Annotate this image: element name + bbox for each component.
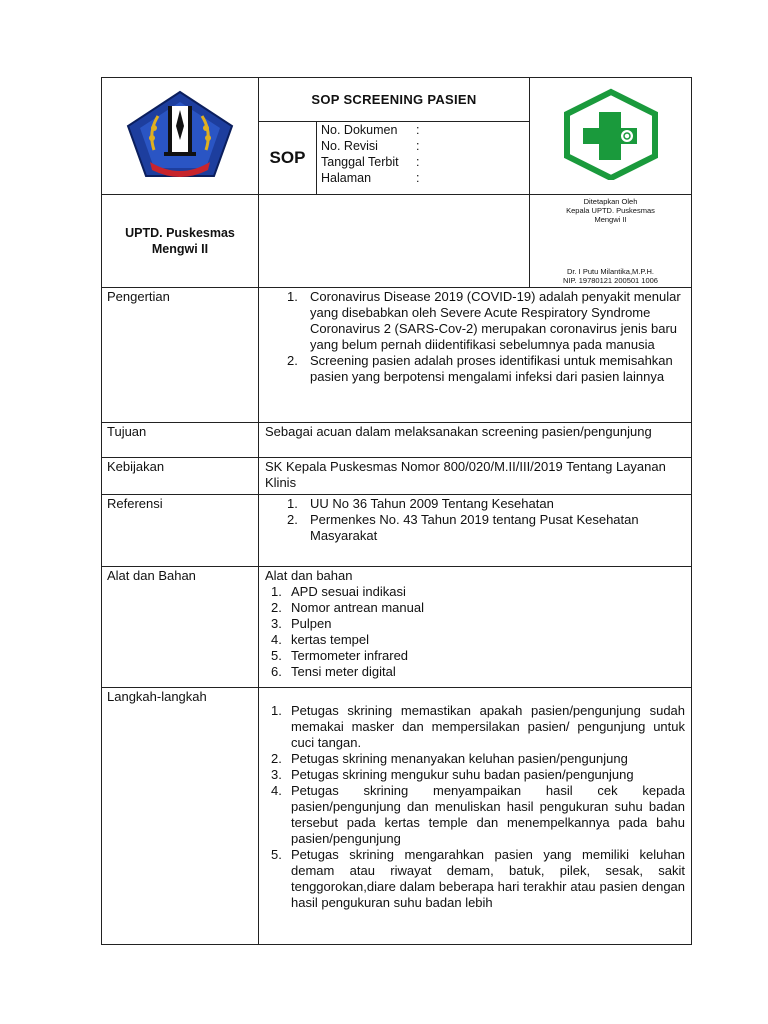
list-item-text: Tensi meter digital [291,664,396,679]
meta-row-halaman [321,170,529,186]
kebijakan-text: SK Kepala Puskesmas Nomor 800/020/M.II/III/2019 Tentang Layanan Klinis [265,459,666,490]
meta-row-revisi [321,138,529,154]
blank-cell [259,195,530,288]
row-label-kebijakan: Kebijakan [102,458,259,495]
list-item-text: Petugas skrining memastikan apakah pasien/pengunjung sudah memakai masker dan mempersilakan pasien/ pengunjung untuk cuci tangan. [291,703,686,750]
approval-line-1: Ditetapkan Oleh [583,197,638,206]
list-item: 4. kertas tempel [271,632,370,647]
row-content-kebijakan [259,458,692,495]
row-content-tujuan [259,423,692,458]
list-item-text: APD sesuai indikasi [291,584,406,599]
list-item: 3. Pulpen [271,616,332,631]
left-logo-cell [102,78,259,195]
meta-key: No. Revisi [321,139,378,153]
regency-crest-logo [124,88,236,180]
row-content-langkah [259,688,692,945]
document-title: SOP SCREENING PASIEN [259,78,530,122]
list-item: 5. Petugas skrining mengarahkan pasien yang memiliki keluhan demam atau riwayat demam, batuk, pilek, sesak, sakit tenggorokan,diare dalam beberapa hari terakhir atau pasien dengan hasil pengukuran suhu badan lebih [271,847,686,910]
list-item: 1. UU No 36 Tahun 2009 Tentang Kesehatan [287,496,554,511]
meta-value: : [416,123,420,137]
row-content-pengertian [259,288,692,423]
meta-value: : [416,171,420,185]
list-item-text: Petugas skrining menyampaikan hasil cek kepada pasien/pengunjung dan menuliskan hasil pengukuran suhu badan tersebut pada kertas temple dan menempelkannya pada bahu pasien/pengunjung [291,783,686,846]
list-item: 2. Petugas skrining menanyakan keluhan pasien/pengunjung [271,751,628,766]
list-item: 1. Petugas skrining memastikan apakah pasien/pengunjung sudah memakai masker dan mempersilakan pasien/ pengunjung untuk cuci tangan. [271,703,686,750]
alat-list [265,584,685,680]
list-item: 4. Petugas skrining menyampaikan hasil cek kepada pasien/pengunjung dan menuliskan hasil pengukuran suhu badan tersebut pada kertas temple dan menempelkannya pada bahu pasien/pengunjung [271,783,686,846]
langkah-list [265,703,685,911]
list-item-text: Coronavirus Disease 2019 (COVID-19) adalah penyakit menular yang disebabkan oleh Severe Acute Respiratory Syndrome Coronavirus 2 (SARS-Cov-2) merupakan coronavirus jenis baru yang belum pernah diidentifikasi sebelumnya pada manusia [310,289,681,352]
row-content-referensi [259,495,692,567]
list-item: 3. Petugas skrining mengukur suhu badan pasien/pengunjung [271,767,634,782]
list-item-text: Petugas skrining menanyakan keluhan pasien/pengunjung [291,751,628,766]
row-label-pengertian: Pengertian [102,288,259,423]
list-item-text: Pulpen [291,616,332,631]
approval-line-3: Mengwi II [594,215,627,224]
approval-line-2: Kepala UPTD. Puskesmas [566,206,655,215]
meta-value: : [416,139,420,153]
list-item-text: Petugas skrining mengukur suhu badan pasien/pengunjung [291,767,634,782]
approval-block [530,195,692,288]
unit-line-2: Mengwi II [151,242,209,256]
list-item: 2. Nomor antrean manual [271,600,424,615]
list-item: 2. Screening pasien adalah proses identifikasi untuk memisahkan pasien yang berpotensi mengalami infeksi dari pasien lainnya [287,353,673,384]
list-item-text: kertas tempel [291,632,370,647]
sop-table [101,77,692,945]
row-label-langkah: Langkah-langkah [102,688,259,945]
list-item: 2. Permenkes No. 43 Tahun 2019 tentang Pusat Kesehatan Masyarakat [287,512,639,543]
approval-signer: Dr. I Putu Milantika,M.P.H. [567,267,654,276]
meta-key: Tanggal Terbit [321,155,399,169]
row-content-alat [259,567,692,688]
pengertian-list [265,289,685,385]
meta-row-tanggal [321,154,529,170]
meta-key: No. Dokumen [321,123,398,137]
meta-value: : [416,155,420,169]
list-item-text: UU No 36 Tahun 2009 Tentang Kesehatan [310,496,554,511]
document-meta [317,122,530,195]
unit-line-1: UPTD. Puskesmas [125,226,235,240]
list-item: 6. Tensi meter digital [271,664,396,679]
row-label-tujuan: Tujuan [102,423,259,458]
unit-name [102,195,259,288]
list-item-text: Permenkes No. 43 Tahun 2019 tentang Pusat Kesehatan Masyarakat [310,512,639,543]
meta-key: Halaman [321,171,372,185]
right-logo-cell [530,78,692,195]
list-item-text: Nomor antrean manual [291,600,424,615]
alat-intro: Alat dan bahan [265,568,353,583]
green-cross-logo [561,88,661,180]
list-item-text: Termometer infrared [291,648,409,663]
list-item-text: Screening pasien adalah proses identifikasi untuk memisahkan pasien yang berpotensi mengalami infeksi dari pasien lainnya [310,353,673,384]
tujuan-text: Sebagai acuan dalam melaksanakan screening pasien/pengunjung [265,424,652,439]
sop-label: SOP [259,122,317,195]
row-label-alat: Alat dan Bahan [102,567,259,688]
referensi-list [265,496,685,544]
list-item: 5. Termometer infrared [271,648,409,663]
meta-row-dokumen [321,122,529,138]
list-item-text: Petugas skrining mengarahkan pasien yang memiliki keluhan demam atau riwayat demam, batuk, pilek, sesak, sakit tenggorokan,diare dalam beberapa hari terakhir atau pasien dengan hasil pengukuran suhu badan lebih [291,847,686,910]
row-label-referensi: Referensi [102,495,259,567]
list-item: 1. Coronavirus Disease 2019 (COVID-19) adalah penyakit menular yang disebabkan oleh Severe Acute Respiratory Syndrome Coronavirus 2 (SARS-Cov-2) merupakan coronavirus jenis baru yang belum pernah diidentifikasi sebelumnya pada manusia [287,289,681,352]
list-item: 1. APD sesuai indikasi [271,584,406,599]
approval-nip: NIP. 19780121 200501 1006 [563,276,658,285]
